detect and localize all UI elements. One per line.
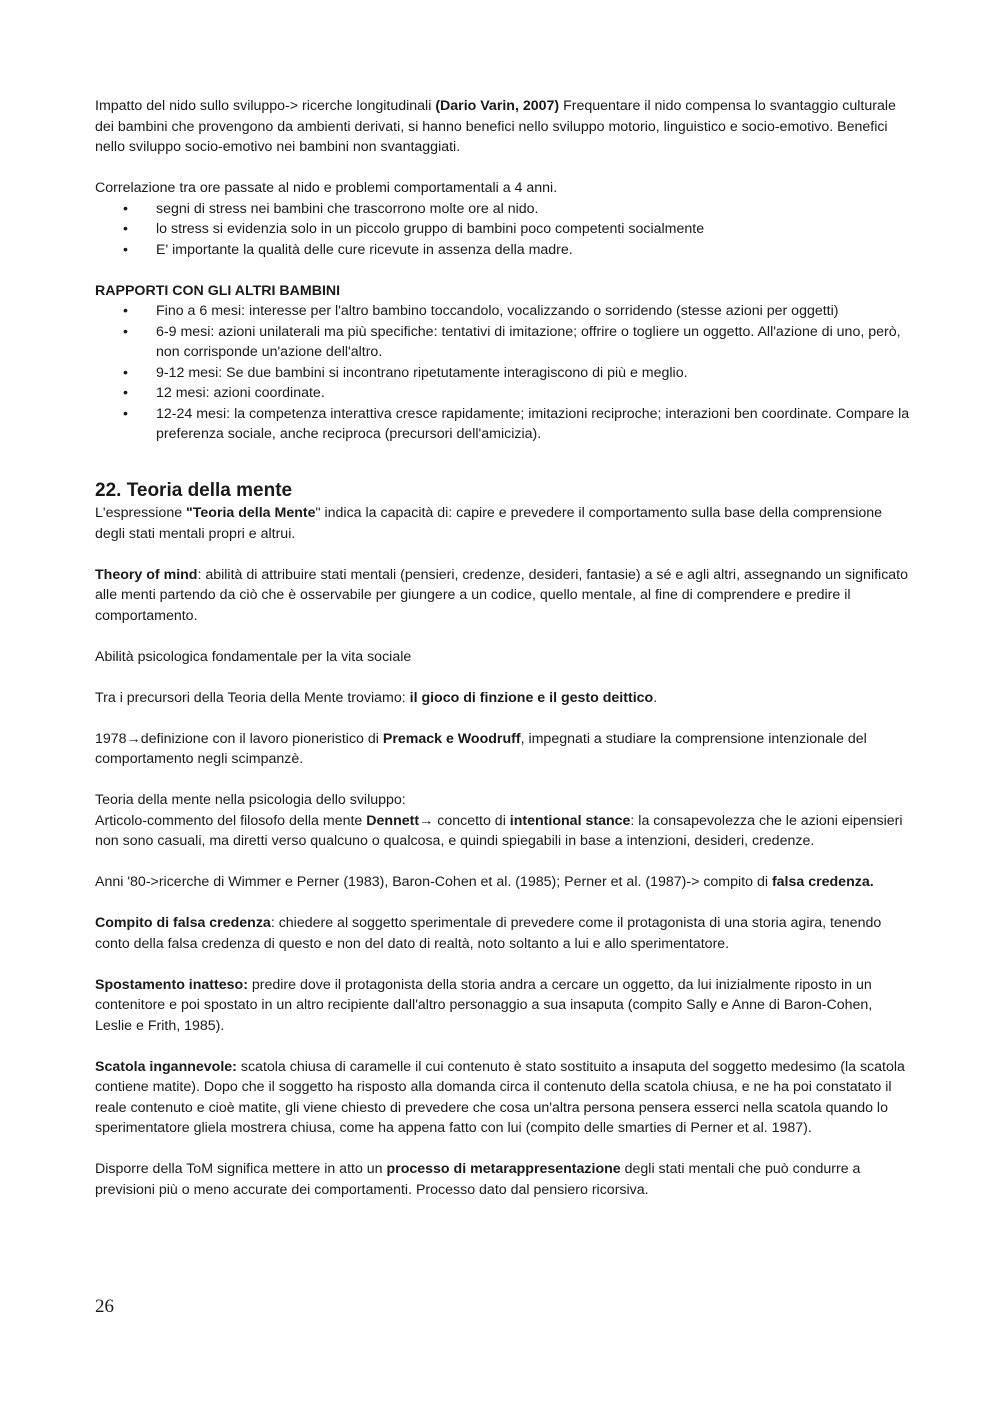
paragraph-1978: 1978→definizione con il lavoro pioneristico di Premack e Woodruff, impegnati a studiare la comprensione intenzionale del comportamento negli scimpanzè.	[95, 730, 867, 767]
paragraph-precursors: Tra i precursori della Teoria della Mente troviamo: il gioco di finzione e il gesto deittico.	[95, 689, 658, 706]
paragraph-unexpected-transfer: Spostamento inatteso: predire dove il protagonista della storia andra a cercare un oggetto, da lui inizialmente riposto in un contenitore e poi spostato in un altro recipiente dall'altro personaggio a sua insaputa (compito Sally e Anne di Baron-Cohen, Leslie e Frith, 1985).	[95, 976, 873, 1034]
paragraph-correlation: Correlazione tra ore passate al nido e problemi comportamentali a 4 anni.	[95, 180, 558, 196]
page-number: 26	[95, 1296, 114, 1317]
paragraph-deceptive-box: Scatola ingannevole: scatola chiusa di caramelle il cui contenuto è stato sostituito a insaputa del soggetto medesimo (la scatola contiene matite). Dopo che il soggetto ha risposto alla domanda circa il contenuto della scatola chiusa, e ne ha poi constatato il reale contenuto e cioè matite, gli viene chiesto di prevedere che cosa un'altra persona pensera esserci nella scatola quando lo sperimentatore gliela mostrera chiusa, come ha appena fatto con lui (compito delle smarties di Perner et al. 1987).	[95, 1058, 905, 1136]
paragraph-social-ability: Abilità psicologica fondamentale per la vita sociale	[95, 648, 412, 665]
list-item: • E' importante la qualità delle cure ricevute in assenza della madre.	[95, 240, 910, 261]
citation-varin: (Dario Varin, 2007)	[435, 98, 560, 114]
paragraph-dennett: Articolo-commento del filosofo della mente Dennett→ concetto di intentional stance: la consapevolezza che le azioni eipensieri non sono casuali, ma diretti verso qualcuno o qualcosa, e quindi spiegabili in base a intenzioni, desideri, credenze.	[95, 812, 903, 849]
list-item: • Fino a 6 mesi: interesse per l'altro bambino toccandolo, vocalizzando o sorridendo (stesse azioni per oggetti)	[95, 301, 910, 322]
section-heading-teoria-mente: 22. Teoria della mente	[95, 480, 293, 501]
paragraph-theory-of-mind: Theory of mind: abilità di attribuire stati mentali (pensieri, credenze, desideri, fantasie) a sé e agli altri, assegnando un significato alle menti partendo da ciò che è osservabile per giungere a un codice, quello mentale, al fine di comprendere e predire il comportamento.	[95, 566, 909, 624]
paragraph-false-belief: Compito di falsa credenza: chiedere al soggetto sperimentale di prevedere come il protagonista di una storia agira, tenendo conto della falsa credenza di questo e non del dato di realtà, noto soltanto a lui e allo sperimentatore.	[95, 915, 882, 952]
bullet-list-stress	[95, 199, 910, 261]
list-item: • lo stress si evidenzia solo in un piccolo gruppo di bambini poco competenti socialmente	[95, 219, 910, 240]
list-item: • 12-24 mesi: la competenza interattiva cresce rapidamente; imitazioni reciproche; interazioni ben coordinate. Compare la preferenza sociale, anche reciproca (precursori dell'amicizia).	[95, 404, 910, 445]
list-item: • 9-12 mesi: Se due bambini si incontrano ripetutamente interagiscono di più e meglio.	[95, 363, 910, 384]
paragraph-dev-psych-title: Teoria della mente nella psicologia dello sviluppo:	[95, 792, 406, 808]
section-title-rapporti: RAPPORTI CON GLI ALTRI BAMBINI	[95, 282, 341, 299]
list-item: • 6-9 mesi: azioni unilaterali ma più specifiche: tentativi di imitazione; offrire o togliere un oggetto. All'azione di uno, però, non corrisponde un'azione dell'altro.	[95, 322, 910, 363]
paragraph-definition: L'espressione "Teoria della Mente" indica la capacità di: capire e prevedere il comportamento sulla base della comprensione degli stati mentali propri e altrui.	[95, 505, 883, 542]
list-item: • segni di stress nei bambini che trascorrono molte ore al nido.	[95, 199, 910, 220]
paragraph-metarepresentation: Disporre della ToM significa mettere in atto un processo di metarappresentazione degli stati mentali che può condurre a previsioni più o meno accurate dei comportamenti. Processo dato dal pensiero ricorsiva.	[95, 1161, 861, 1198]
paragraph-nido-impact: Impatto del nido sullo sviluppo-> ricerche longitudinali (Dario Varin, 2007) Frequentare il nido compensa lo svantaggio culturale dei bambini che provengono da ambienti derivati, si hanno benefici nello sviluppo motorio, linguistico e socio-emotivo. Benefici nello sviluppo socio-emotivo nei bambini non svantaggiati.	[95, 98, 896, 155]
paragraph-anni-80: Anni '80->ricerche di Wimmer e Perner (1983), Baron-Cohen et al. (1985); Perner et al. (1987)-> compito di falsa credenza.	[95, 874, 874, 890]
list-item: • 12 mesi: azioni coordinate.	[95, 383, 910, 404]
document-page	[95, 96, 910, 1200]
bullet-list-rapporti	[95, 301, 910, 445]
